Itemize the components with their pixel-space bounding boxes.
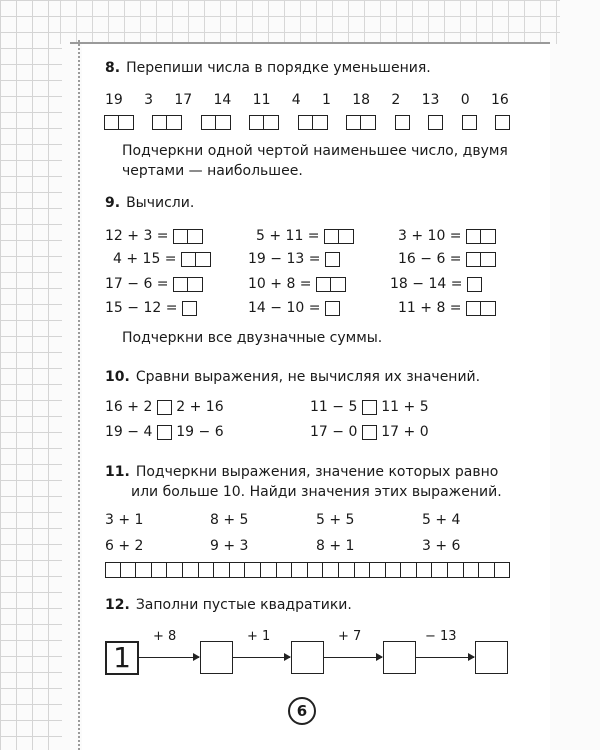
expression (398, 300, 496, 316)
expression-text: 14 − 10 = (248, 300, 321, 316)
task-12-heading (105, 597, 352, 613)
strip-cell[interactable] (167, 562, 183, 578)
chain-arrow (139, 657, 199, 658)
expression-text: 16 − 6 = (398, 251, 462, 267)
chain-operation: + 1 (247, 629, 271, 644)
task-8-heading (105, 60, 431, 76)
answer-box-double[interactable] (181, 252, 211, 267)
expression (113, 251, 211, 267)
number-item: 2 (391, 92, 401, 108)
chain-operation: + 8 (153, 629, 177, 644)
strip-cell[interactable] (495, 562, 511, 578)
top-grid-margin (60, 0, 560, 44)
expression-text: 4 + 15 = (113, 251, 177, 267)
expression (248, 300, 340, 316)
number-item: 1 (322, 92, 331, 108)
expression (398, 228, 496, 244)
chain-arrow (324, 657, 382, 658)
number-item: 11 (252, 92, 271, 108)
expression (105, 228, 203, 244)
expression-text: 3 + 10 = (398, 228, 462, 244)
expression-text: 19 − 13 = (248, 251, 321, 267)
chain-start-box: 1 (105, 641, 139, 675)
task-9-number: 9. (105, 195, 121, 211)
expression-text: 11 + 8 = (398, 300, 462, 316)
strip-cell[interactable] (261, 562, 277, 578)
chain-answer-box[interactable] (383, 641, 416, 674)
binding-line (78, 40, 82, 750)
strip-cell[interactable] (432, 562, 448, 578)
strip-cell[interactable] (308, 562, 324, 578)
answer-box[interactable] (325, 252, 340, 267)
strip-cell[interactable] (401, 562, 417, 578)
strip-cell[interactable] (152, 562, 168, 578)
expression: 6 + 2 (105, 538, 144, 554)
expression (256, 228, 354, 244)
answer-box[interactable] (428, 115, 443, 130)
expression: 9 + 3 (210, 538, 249, 554)
chain-operation: − 13 (425, 629, 457, 644)
expression (398, 251, 496, 267)
expression-text: 5 + 11 = (256, 228, 320, 244)
expression: 8 + 1 (316, 538, 355, 554)
number-item: 19 (105, 92, 123, 108)
task-10-heading (105, 369, 480, 385)
expression (248, 251, 340, 267)
comparison-left: 11 − 5 (310, 399, 358, 415)
answer-box-double[interactable] (249, 115, 279, 130)
compare-box[interactable] (157, 425, 172, 440)
strip-cell[interactable] (136, 562, 152, 578)
task-11-title-line-1: Подчеркни выражения, значение которых равно (135, 464, 499, 480)
task-9-title: Вычисли. (126, 195, 195, 211)
number-item: 4 (291, 92, 301, 108)
answer-box-double[interactable] (152, 115, 182, 130)
answer-box[interactable] (462, 115, 477, 130)
strip-cell[interactable] (292, 562, 308, 578)
strip-cell[interactable] (214, 562, 230, 578)
comparison-left: 19 − 4 (105, 424, 153, 440)
number-item: 17 (174, 92, 193, 108)
expression: 3 + 1 (105, 512, 144, 528)
expression-text: 15 − 12 = (105, 300, 178, 316)
expression (390, 276, 482, 292)
strip-cell[interactable] (448, 562, 464, 578)
answer-box[interactable] (325, 301, 340, 316)
answer-box-double[interactable] (466, 229, 496, 244)
answer-box-double[interactable] (466, 301, 496, 316)
task-8-answer-boxes (104, 115, 510, 130)
compare-box[interactable] (362, 425, 377, 440)
number-item: 14 (213, 92, 232, 108)
comparison-left: 16 + 2 (105, 399, 153, 415)
answer-box-double[interactable] (346, 115, 376, 130)
page-number: 6 (288, 697, 316, 725)
strip-cell[interactable] (464, 562, 480, 578)
expression-text: 17 − 6 = (105, 276, 169, 292)
number-item: 0 (460, 92, 470, 108)
task-10-number: 10. (105, 369, 130, 385)
strip-cell[interactable] (323, 562, 339, 578)
strip-cell[interactable] (386, 562, 402, 578)
expression: 5 + 4 (422, 512, 461, 528)
strip-cell[interactable] (339, 562, 355, 578)
expression (248, 276, 346, 292)
comparison (105, 424, 224, 440)
answer-box-double[interactable] (324, 229, 354, 244)
strip-cell[interactable] (277, 562, 293, 578)
expression-text: 12 + 3 = (105, 228, 169, 244)
answer-box-double[interactable] (173, 277, 203, 292)
task-8-note (122, 141, 508, 181)
chain-answer-box[interactable] (475, 641, 508, 674)
task-11-heading (105, 462, 502, 502)
compare-box[interactable] (157, 400, 172, 415)
comparison (105, 399, 224, 415)
task-8-note-line-1: Подчеркни одной чертой наименьшее число, двумя (122, 143, 508, 159)
strip-cell[interactable] (230, 562, 246, 578)
expression-text: 10 + 8 = (248, 276, 312, 292)
left-grid-margin (0, 0, 62, 750)
answer-box[interactable] (395, 115, 410, 130)
expression: 8 + 5 (210, 512, 249, 528)
chain-operation: + 7 (338, 629, 362, 644)
answer-box-double[interactable] (466, 252, 496, 267)
top-border-line (70, 42, 550, 46)
task-10-title: Сравни выражения, не вычисляя их значений. (135, 369, 481, 385)
task-8-numbers (105, 92, 509, 108)
task-8-note-line-2: чертами — наибольшее. (122, 163, 303, 179)
comparison-right: 19 − 6 (176, 424, 224, 440)
task-9-note: Подчеркни все двузначные суммы. (122, 330, 383, 346)
answer-box-double[interactable] (298, 115, 328, 130)
task-8-number: 8. (105, 60, 121, 76)
expression: 3 + 6 (422, 538, 461, 554)
strip-cell[interactable] (121, 562, 137, 578)
answer-box-double[interactable] (104, 115, 134, 130)
strip-cell[interactable] (355, 562, 371, 578)
strip-cell[interactable] (417, 562, 433, 578)
compare-box[interactable] (362, 400, 377, 415)
strip-cell[interactable] (183, 562, 199, 578)
task-12-number: 12. (105, 597, 130, 613)
comparison-right: 11 + 5 (381, 399, 429, 415)
answer-box-double[interactable] (316, 277, 346, 292)
chain-answer-box[interactable] (200, 641, 233, 674)
chain-arrow (233, 657, 290, 658)
chain-arrow (416, 657, 474, 658)
strip-cell[interactable] (105, 562, 121, 578)
answer-box[interactable] (467, 277, 482, 292)
answer-box[interactable] (182, 301, 197, 316)
expression: 5 + 5 (316, 512, 355, 528)
number-item: 18 (352, 92, 371, 108)
task-11-title-line-2: или больше 10. Найди значения этих выражений. (131, 484, 502, 500)
expression (105, 276, 203, 292)
task-9-heading (105, 195, 194, 211)
expression (105, 300, 197, 316)
strip-cell[interactable] (199, 562, 215, 578)
strip-cell[interactable] (370, 562, 386, 578)
chain-answer-box[interactable] (291, 641, 324, 674)
answer-box[interactable] (495, 115, 510, 130)
comparison (310, 424, 429, 440)
number-item: 16 (491, 92, 509, 108)
answer-box-double[interactable] (201, 115, 231, 130)
answer-box-double[interactable] (173, 229, 203, 244)
task-11-number: 11. (105, 464, 130, 480)
number-item: 13 (421, 92, 440, 108)
comparison-left: 17 − 0 (310, 424, 358, 440)
task-12-title: Заполни пустые квадратики. (135, 597, 352, 613)
comparison-right: 2 + 16 (176, 399, 224, 415)
task-8-title: Перепиши числа в порядке уменьшения. (126, 60, 431, 76)
expression-text: 18 − 14 = (390, 276, 463, 292)
comparison-right: 17 + 0 (381, 424, 429, 440)
strip-cell[interactable] (245, 562, 261, 578)
comparison (310, 399, 429, 415)
task-11-answer-strip[interactable] (105, 562, 510, 578)
strip-cell[interactable] (479, 562, 495, 578)
number-item: 3 (144, 92, 154, 108)
